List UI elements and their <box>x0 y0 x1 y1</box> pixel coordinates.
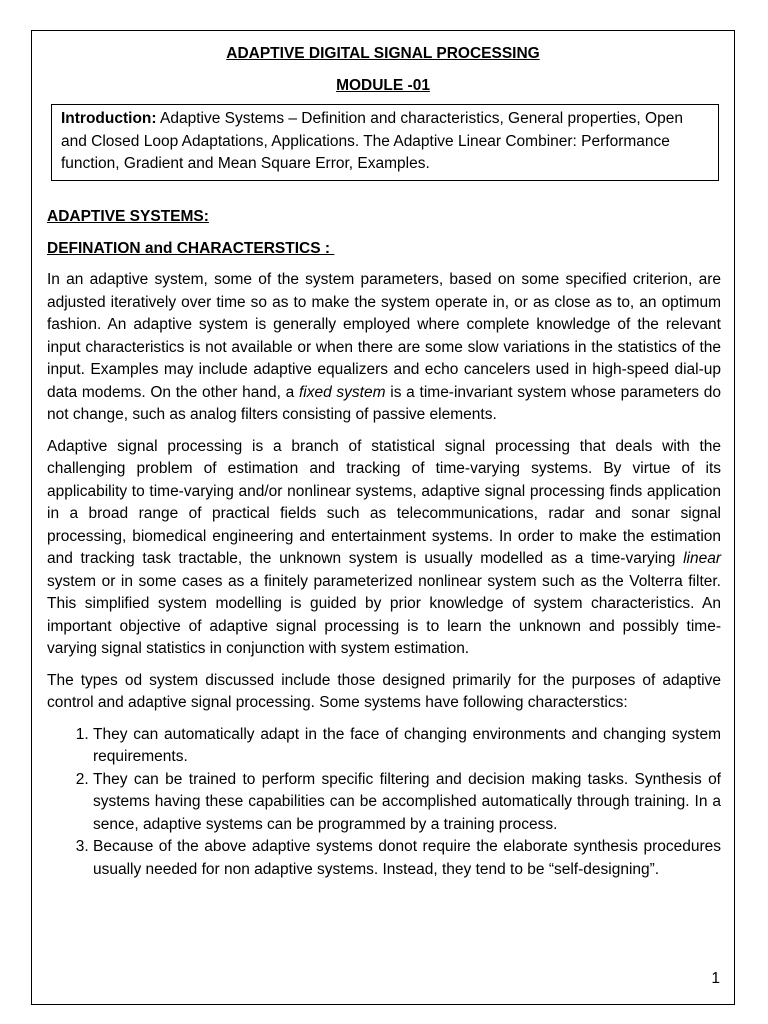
paragraph-1-text-a: In an adaptive system, some of the system parameters, based on some specified criterion, are adjusted iteratively over time so as to make the system operate in, or as close as to, an optimum fashion. An adaptive system is generally employed where complete knowledge of the relevant input characteristics is not available or when there are some slow variations in the statistics of the input. Examples may include adaptive equalizers and echo cancelers used in high-speed dial-up data modems. On the other hand, a <box>47 271 721 401</box>
paragraph-1-italic: fixed system <box>298 383 386 401</box>
list-item: 2. They can be trained to perform specific filtering and decision making tasks. Synthesis of systems having these capabilities can be accomplished automatically through training. In a sence, adaptive systems can be programmed by a training process. <box>93 769 721 837</box>
list-item: 1. They can automatically adapt in the face of changing environments and changing system requirements. <box>93 724 721 769</box>
introduction-label: Introduction: <box>61 110 157 127</box>
subheading: DEFINATION and CHARACTERSTICS : <box>47 239 335 257</box>
paragraph-1 <box>47 269 721 427</box>
paragraph-3: The types od system discussed include those designed primarily for the purposes of adaptive control and adaptive signal processing. Some systems have following characterstics: <box>47 671 721 711</box>
paragraph-1-text-b: is a time-invariant system whose parameters do not change, such as analog filters consisting of passive elements. <box>47 383 721 423</box>
paragraph-2-italic: linear <box>683 550 721 567</box>
list-item: 3. Because of the above adaptive systems donot require the elaborate synthesis procedures usually needed for non adaptive systems. Instead, they tend to be “self-designing”. <box>93 836 721 881</box>
section-heading: ADAPTIVE SYSTEMS: <box>47 208 209 225</box>
characteristics-list <box>47 724 721 882</box>
module-title: MODULE -01 <box>336 77 430 94</box>
paragraph-2-text-a: Adaptive signal processing is a branch of statistical signal processing that deals with the challenging problem of estimation and tracking of time-varying systems. By virtue of its applicability to time-varying and/or nonlinear systems, adaptive signal processing finds application in a broad range of practical fields such as telecommunications, radar and sonar signal processing, biomedical engineering and entertainment systems. In order to make the estimation and tracking task tractable, the unknown system is usually modelled as a time-varying <box>47 437 721 567</box>
paragraph-2-text-b: system or in some cases as a finitely parameterized nonlinear system such as the Volterra filter. This simplified system modelling is guided by prior knowledge of system characteristics. An important objective of adaptive signal processing is to learn the unknown and possibly time-varying signal statistics in conjunction with system estimation. <box>47 572 721 657</box>
document-title: ADAPTIVE DIGITAL SIGNAL PROCESSING <box>226 45 540 62</box>
introduction-text: Adaptive Systems – Definition and characteristics, General properties, Open and Closed Loop Adaptations, Applications. The Adaptive Linear Combiner: Performance function, Gradient and Mean Square Error, Examples. <box>61 110 683 172</box>
paragraph-2 <box>47 436 721 661</box>
page-number: 1 <box>711 970 720 987</box>
main-content <box>47 206 721 881</box>
document-page <box>31 30 735 1005</box>
introduction-box <box>51 104 719 181</box>
